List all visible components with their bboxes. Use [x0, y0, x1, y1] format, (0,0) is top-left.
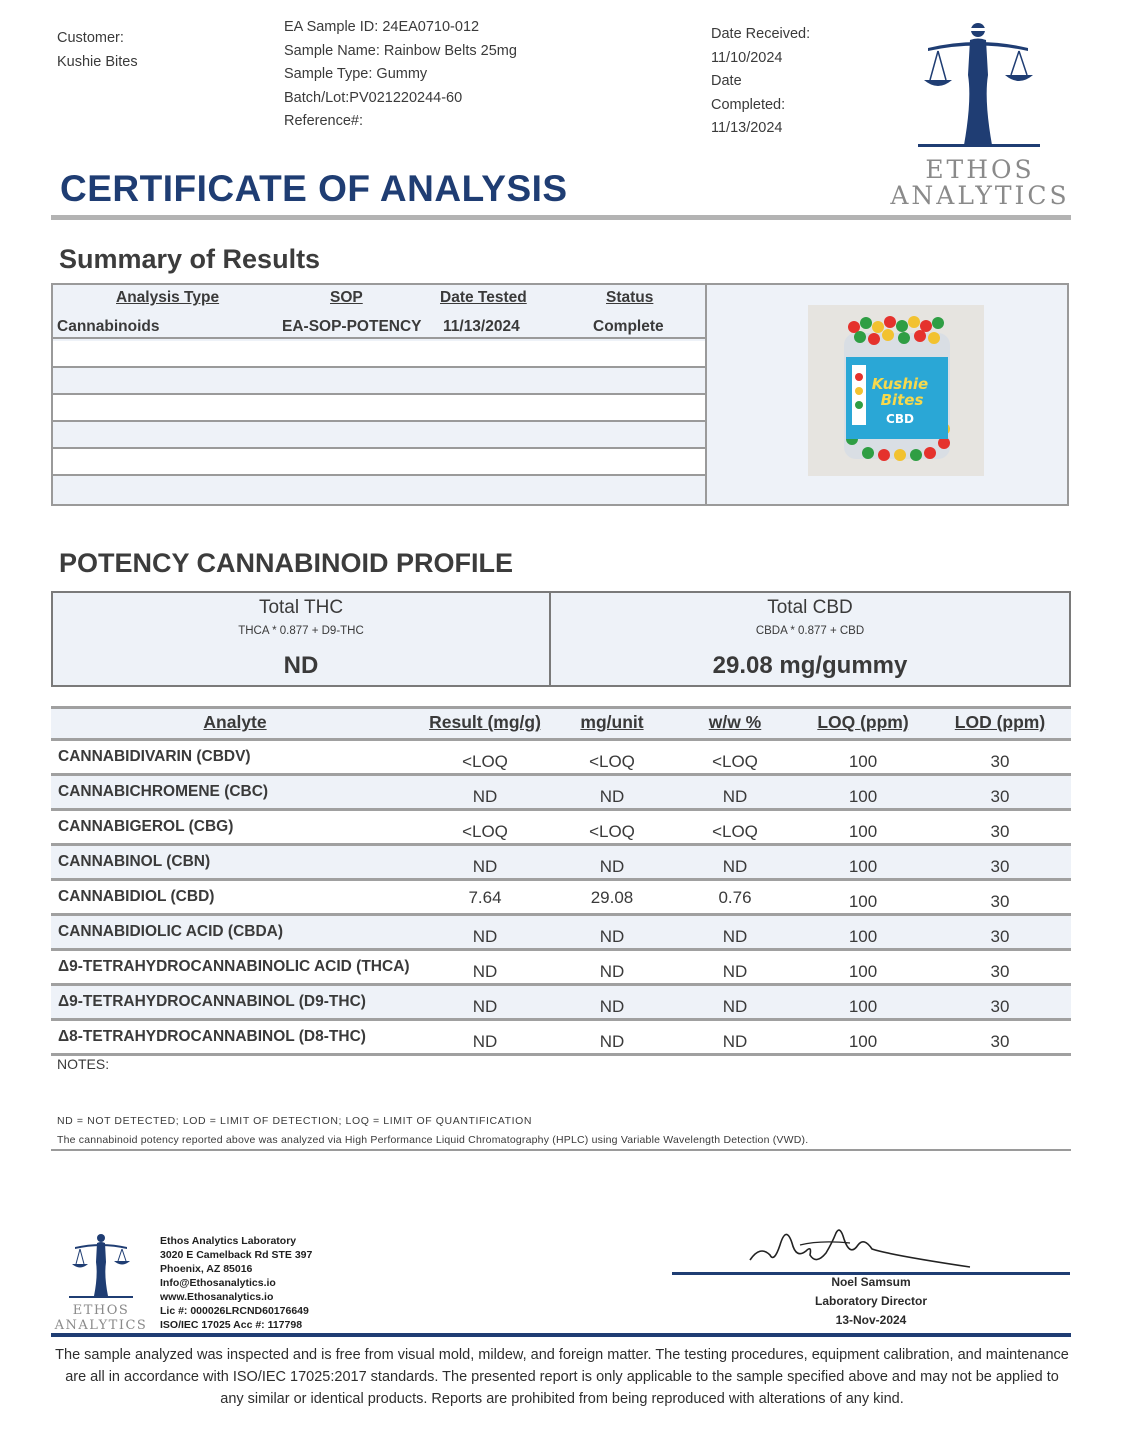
summary-cell-date: 11/13/2024 [443, 318, 520, 335]
disclaimer: The sample analyzed was inspected and is free from visual mold, mildew, and foreign matter. The testing procedures, equipment calibration, and maintenance are all in accordance with ISO/IEC 17025:2017 standards. The presented report is only applicable to the sample specified above and may not be applied to any similar or identical products. Reports are prohibited from being reproduced with alterations of any kind. [55, 1347, 1069, 1407]
analyte-name: Δ9-TETRAHYDROCANNABINOL (D9-THC) [58, 993, 366, 1010]
mg-unit-value: ND [599, 927, 625, 946]
result-value: ND [472, 997, 498, 1016]
summary-row-empty [53, 368, 705, 395]
summary-row-empty [53, 476, 705, 504]
lab-address-2: Phoenix, AZ 85016 [160, 1263, 253, 1275]
signer-name: Noel Samsum [831, 1275, 911, 1289]
sample-name: Sample Name: Rainbow Belts 25mg [284, 42, 517, 59]
ww-value: <LOQ [712, 822, 758, 841]
page-title: CERTIFICATE OF ANALYSIS [60, 168, 568, 209]
summary-row-empty [53, 341, 705, 368]
total-cbd-value: 29.08 mg/gummy [712, 652, 908, 679]
analyte-name: CANNABIDIOL (CBD) [58, 888, 215, 905]
loq-value: 100 [848, 962, 878, 981]
summary-cell-type: Cannabinoids [57, 318, 160, 335]
logo-text-ethos: ETHOS [925, 155, 1035, 184]
result-value: ND [472, 787, 498, 806]
ethos-logo [888, 20, 1073, 210]
date-label: Date [711, 73, 742, 89]
lab-address-1: 3020 E Camelback Rd STE 397 [160, 1249, 313, 1261]
result-value: 7.64 [468, 888, 502, 907]
ww-value: ND [722, 962, 748, 981]
date-received: 11/10/2024 [711, 49, 783, 66]
col-mg-unit: mg/unit [580, 712, 644, 732]
lab-info-block [160, 1234, 312, 1332]
lod-value: 30 [990, 892, 1010, 911]
lod-value: 30 [990, 927, 1010, 946]
signer-title: Laboratory Director [814, 1294, 928, 1308]
total-thc-value: ND [283, 652, 319, 679]
col-result: Result (mg/g) [429, 712, 541, 732]
summary-row-empty [53, 449, 705, 476]
customer-block [57, 27, 138, 74]
total-thc-label: Total THC [258, 597, 344, 618]
notes-divider [51, 1149, 1071, 1151]
col-ww: w/w % [708, 712, 762, 732]
result-value: ND [472, 857, 498, 876]
mg-unit-value: ND [599, 857, 625, 876]
summary-cell-sop: EA-SOP-POTENCY [282, 318, 422, 335]
loq-value: 100 [848, 752, 878, 771]
ww-value: ND [722, 787, 748, 806]
customer-label: Customer: [57, 30, 124, 46]
mg-unit-value: <LOQ [589, 752, 635, 771]
mg-unit-value: 29.08 [590, 888, 634, 907]
batch-lot: Batch/Lot:PV021220244-60 [284, 89, 463, 106]
lab-name: Ethos Analytics Laboratory [160, 1235, 297, 1247]
date-completed: 11/13/2024 [711, 120, 783, 136]
col-analyte: Analyte [203, 712, 267, 732]
summary-col-date-tested: Date Tested [440, 289, 527, 306]
lod-value: 30 [990, 997, 1010, 1016]
mg-unit-value: ND [599, 997, 625, 1016]
justice-figure-small-icon [53, 1232, 153, 1332]
summary-column-separator [705, 283, 707, 506]
summary-row-empty [53, 422, 705, 449]
footer-logo-ethos: ETHOS [72, 1303, 130, 1318]
loq-value: 100 [848, 1032, 878, 1051]
result-value: ND [472, 1032, 498, 1051]
notes-label: NOTES: [57, 1056, 110, 1072]
total-cbd-label: Total CBD [767, 597, 853, 618]
loq-value: 100 [848, 927, 878, 946]
total-cbd-formula: CBDA * 0.877 + CBD [755, 625, 865, 637]
loq-value: 100 [848, 857, 878, 876]
mg-unit-value: ND [599, 787, 625, 806]
summary-cell-status: Complete [593, 318, 664, 335]
footer-logo-analytics: ANALYTICS [54, 1318, 148, 1332]
lod-value: 30 [990, 752, 1010, 771]
summary-row-empty [53, 395, 705, 422]
loq-value: 100 [848, 822, 878, 841]
lod-value: 30 [990, 787, 1010, 806]
lod-value: 30 [990, 962, 1010, 981]
lod-value: 30 [990, 857, 1010, 876]
product-photo [808, 305, 984, 476]
loq-value: 100 [848, 997, 878, 1016]
mg-unit-value: <LOQ [589, 822, 635, 841]
analyte-name: CANNABIGEROL (CBG) [58, 818, 234, 835]
sign-date: 13-Nov-2024 [835, 1313, 907, 1327]
completed-label: Completed: [711, 96, 786, 113]
loq-value: 100 [848, 892, 878, 911]
lab-iso: ISO/IEC 17025 Acc #: 117798 [160, 1319, 303, 1331]
mg-unit-value: ND [599, 1032, 625, 1051]
sample-info-block [284, 16, 517, 134]
signature-scribble [740, 1215, 980, 1275]
analyte-name: CANNABIDIVARIN (CBDV) [58, 748, 251, 765]
analyte-name: Δ9-TETRAHYDROCANNABINOLIC ACID (THCA) [58, 958, 410, 975]
reference: Reference#: [284, 113, 363, 129]
dates-block [711, 23, 810, 141]
summary-col-analysis-type: Analysis Type [116, 289, 220, 306]
footer-divider [51, 1333, 1071, 1337]
ww-value: ND [722, 997, 748, 1016]
result-value: ND [472, 927, 498, 946]
product-label-cbd: CBD [886, 412, 914, 426]
loq-value: 100 [848, 787, 878, 806]
product-label-bites: Bites [880, 391, 924, 409]
ww-value: <LOQ [712, 752, 758, 771]
ww-value: ND [722, 927, 748, 946]
justice-figure-icon [888, 20, 1073, 210]
logo-text-analytics: ANALYTICS [890, 181, 1070, 210]
lod-value: 30 [990, 1032, 1010, 1051]
mg-unit-value: ND [599, 962, 625, 981]
result-value: <LOQ [462, 822, 508, 841]
col-lod: LOD (ppm) [954, 712, 1046, 732]
ww-value: 0.76 [718, 888, 752, 907]
product-jar-image [808, 305, 984, 476]
sample-type: Sample Type: Gummy [284, 66, 428, 82]
title-divider [51, 215, 1071, 220]
potency-heading: POTENCY CANNABINOID PROFILE [59, 548, 514, 578]
analyte-name: CANNABICHROMENE (CBC) [58, 783, 269, 800]
summary-col-sop: SOP [330, 289, 363, 306]
lab-license: Lic #: 000026LRCND60176649 [160, 1305, 309, 1317]
ww-value: ND [722, 857, 748, 876]
customer-name: Kushie Bites [57, 53, 138, 70]
abbreviations-note: ND = NOT DETECTED; LOD = LIMIT OF DETECTION; LOQ = LIMIT OF QUANTIFICATION [57, 1115, 533, 1127]
analyte-name: Δ8-TETRAHYDROCANNABINOL (D8-THC) [58, 1028, 366, 1045]
analyte-name: CANNABINOL (CBN) [58, 853, 211, 870]
lab-email: Info@Ethosanalytics.io [160, 1277, 276, 1289]
summary-heading: Summary of Results [59, 244, 321, 274]
sample-id: EA Sample ID: 24EA0710-012 [284, 19, 480, 35]
summary-col-status: Status [606, 289, 654, 306]
result-value: ND [472, 962, 498, 981]
lod-value: 30 [990, 822, 1010, 841]
product-label-kushie: Kushie [871, 375, 929, 393]
col-loq: LOQ (ppm) [817, 712, 909, 732]
analyte-name: CANNABIDIOLIC ACID (CBDA) [58, 923, 284, 940]
signature [740, 1215, 980, 1275]
ww-value: ND [722, 1032, 748, 1051]
lab-website: www.Ethosanalytics.io [160, 1291, 274, 1303]
date-received-label: Date Received: [711, 26, 811, 42]
total-thc-formula: THCA * 0.877 + D9-THC [238, 625, 364, 637]
footer-logo [53, 1232, 153, 1332]
result-value: <LOQ [462, 752, 508, 771]
method-note: The cannabinoid potency reported above was analyzed via High Performance Liquid Chromatography (HPLC) using Variable Wavelength Detection (VWD). [57, 1134, 809, 1146]
